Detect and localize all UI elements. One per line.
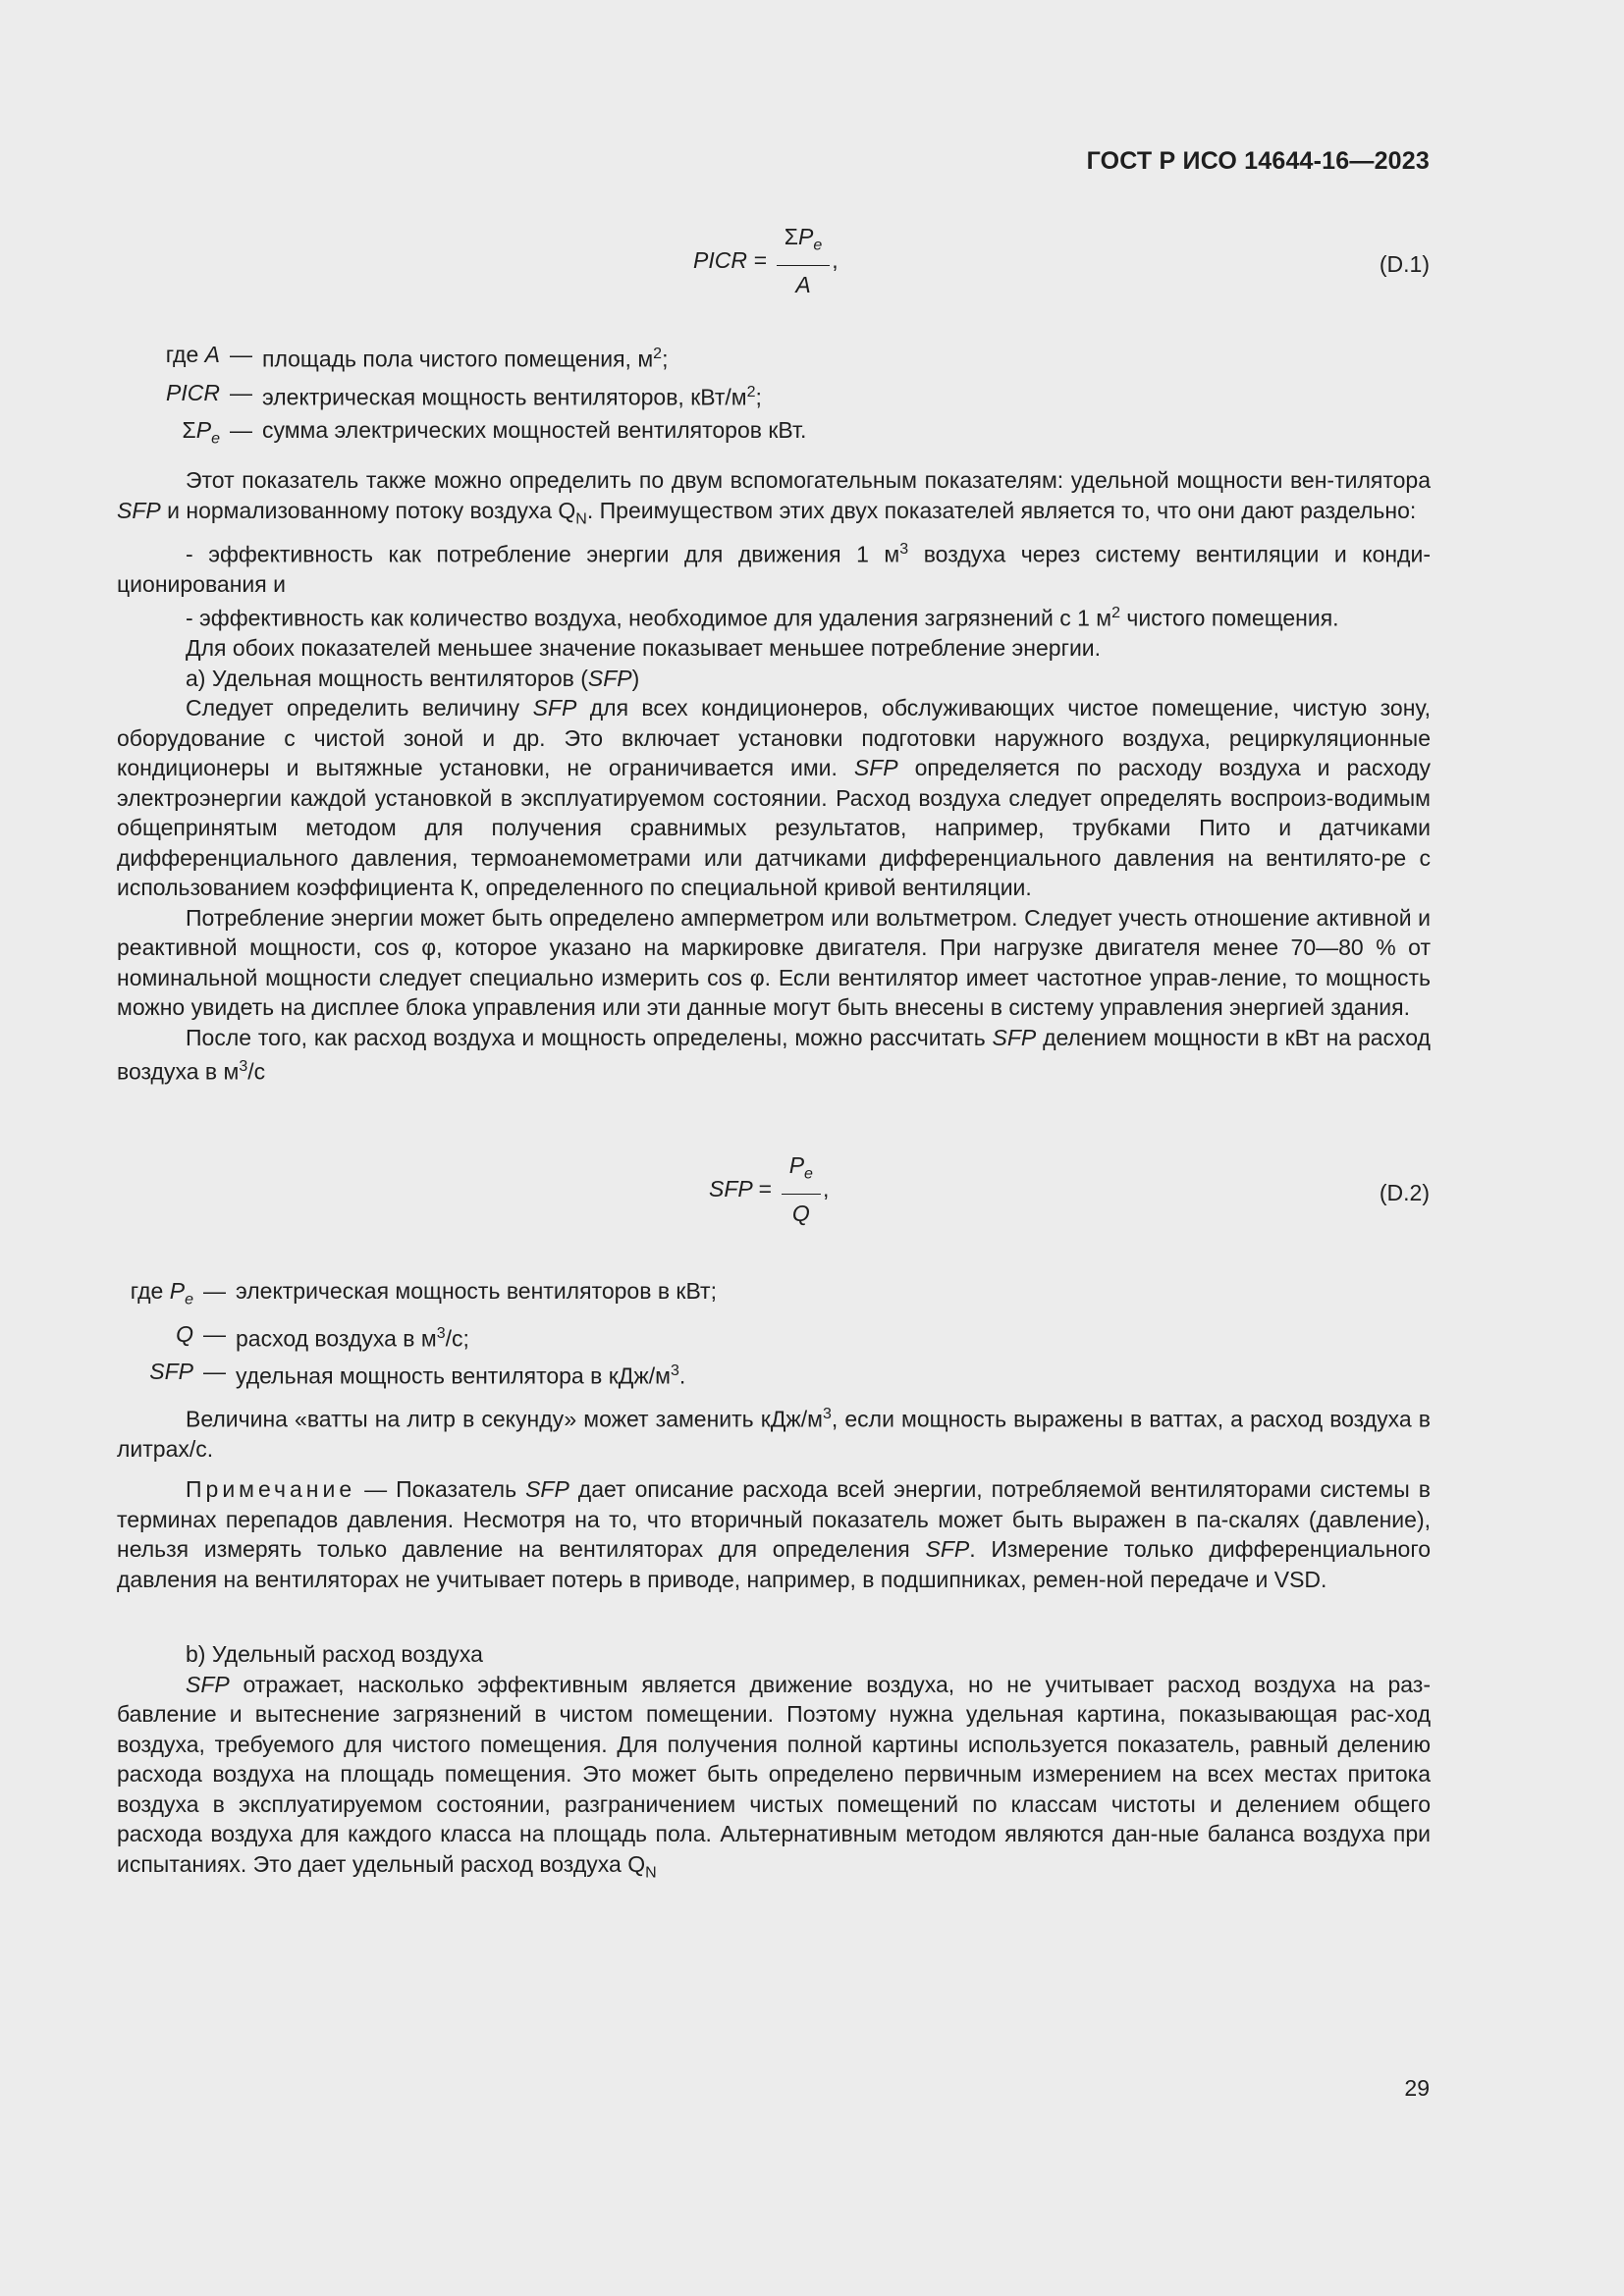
intro-conclusion: Для обоих показателей меньшее значение показывает меньшее потребление энергии. [186, 635, 1102, 662]
section-a-title: а) Удельная мощность вентиляторов (SFP) [186, 665, 640, 691]
legend-row: PICR — электрическая мощность вентиляторов, кВт/$м^2$; [166, 379, 762, 410]
formula-d1-body [693, 224, 839, 297]
standard-code-header: ГОСТ Р ИСО 14644-16—2023 [1086, 147, 1430, 175]
note-paragraph: Примечание — Показатель SFP дает описание расхода всей энергии, потребляемой вентиляторами системы в терминах перепадов давления. Несмотря на то, что вторичный показатель может быть выражен в па-скалях (давление), нельзя измерять только давление на вентиляторах для определения SFP. Измерение только дифференциального давления на вентиляторах не учитывает потерь в приводе, например, в подшипниках, ремен-ной передаче и VSD. [117, 1476, 1431, 1592]
legend-row: SFP — удельная мощность вентилятора в кДж/$м^3$. [149, 1359, 686, 1389]
formula-d2-legend [121, 1274, 717, 1393]
body-text-block-2 [117, 1639, 1431, 1889]
section-b-title: b) Удельный расход воздуха [186, 1641, 483, 1667]
formula-d2 [0, 1152, 1624, 1241]
section-a-paragraph-3: После того, как расход воздуха и мощность определены, можно рассчитать SFP делением мощности в кВт на расход воздуха в $м^3/с$ [117, 1024, 1431, 1086]
formula-d1-number: (D.1) [1379, 251, 1430, 277]
formula-d1-fraction [777, 224, 830, 297]
note-label: Примечание [186, 1476, 356, 1502]
formula-d2-lhs: SFP = [709, 1175, 772, 1201]
watts-paragraph: Величина «ватты на литр в секунду» может заменить кДж/$м^3$, если мощность выражены в ваттах, а расход воздуха в литрах/с. [117, 1406, 1431, 1463]
formula-d2-fraction [782, 1152, 821, 1226]
formula-d1-comma: , [832, 246, 839, 273]
formula-d2-body [709, 1152, 829, 1226]
formula-d1-legend [121, 338, 806, 456]
section-a-paragraph-1: Следует определить величину SFP для всех кондиционеров, обслуживающих чистое помещение, чистую зону, оборудование с чистой зоной и др. Это включает установки подготовки наружного воздуха, рециркуляционные кондиционеры и вытяжные установки, не ограничивается ими. SFP определяется по расходу воздуха и расходу электроэнергии каждой установкой в эксплуатируемом состоянии. Расход воздуха следует определять воспроиз-водимым общепринятым методом для получения сравнимых результатов, например, трубками Пито и датчиками дифференциального давления, термоанемометрами или датчиками дифференциального давления на вентилято-ре с использованием коэффициента К, определенного по специальной кривой вентиляции. [117, 695, 1432, 901]
legend-row: где $P_e$ — электрическая мощность вентиляторов в кВт; [130, 1278, 717, 1308]
formula-d1 [0, 224, 1624, 312]
bullet-item: - эффективность как количество воздуха, необходимое для удаления загрязнений с 1 $м^2$ чистого помещения. [186, 605, 1339, 631]
formula-d2-number: (D.2) [1379, 1180, 1430, 1205]
intro-paragraph: Этот показатель также можно определить по двум вспомогательным показателям: удельной мощности вен-тилятора SFP и нормализованному потоку воздуха $Q_N$. Преимуществом этих двух показателей является то, что они дают раздельно: [117, 467, 1431, 528]
body-text-block-1 [117, 465, 1431, 1088]
page-number: 29 [1404, 2075, 1430, 2101]
legend-row: где A — площадь пола чистого помещения, $м^2$; [165, 342, 669, 372]
bullet-item: - эффективность как потребление энергии для движения 1 $м^3$ воздуха через систему вентиляции и конди-ционирования и [117, 540, 1431, 597]
formula-d2-numerator: $P_e$ [782, 1152, 821, 1195]
section-b-paragraph: SFP отражает, насколько эффективным является движение воздуха, но не учитывает расход воздуха на раз-бавление и вытеснение загрязнений в чистом помещении. Поэтому нужна удельная картина, показывающая рас-ход воздуха, требуемого для чистого помещения. Для получения полной картины используется показатель, равный делению расхода воздуха на площадь помещения. Это может быть определено первичным измерением на всех местах притока воздуха в эксплуатируемом состоянии, разграничением чистых помещений по классам чистоты и делением общего расхода воздуха для каждого класса на площадь пола. Альтернативным методом являются дан-ные баланса воздуха при испытаниях. Это дает удельный расход воздуха $Q_N$ [117, 1671, 1431, 1882]
legend-row: Q — расход воздуха в $м^3/с$; [176, 1320, 469, 1352]
formula-d2-denominator: Q [791, 1200, 810, 1226]
formula-d1-numerator: $\Sigma P_e$ [777, 224, 830, 266]
formula-d2-comma: , [822, 1175, 830, 1201]
legend-row: $\Sigma P_e$ — сумма электрических мощностей вентиляторов кВт. [182, 417, 807, 448]
formula-d1-denominator: A [795, 271, 811, 297]
formula-d1-lhs: PICR = [693, 246, 767, 273]
section-a-paragraph-2: Потребление энергии может быть определено амперметром или вольтметром. Следует учесть отношение активной и реактивной мощности, cos φ, которое указано на маркировке двигателя. При нагрузке двигателя менее 70—80 % от номинальной мощности следует специально измерить cos φ. Если вентилятор имеет частотное управ-ление, то мощность можно увидеть на дисплее блока управления или эти данные могут быть внесены в систему управления энергией здания. [117, 904, 1431, 1021]
